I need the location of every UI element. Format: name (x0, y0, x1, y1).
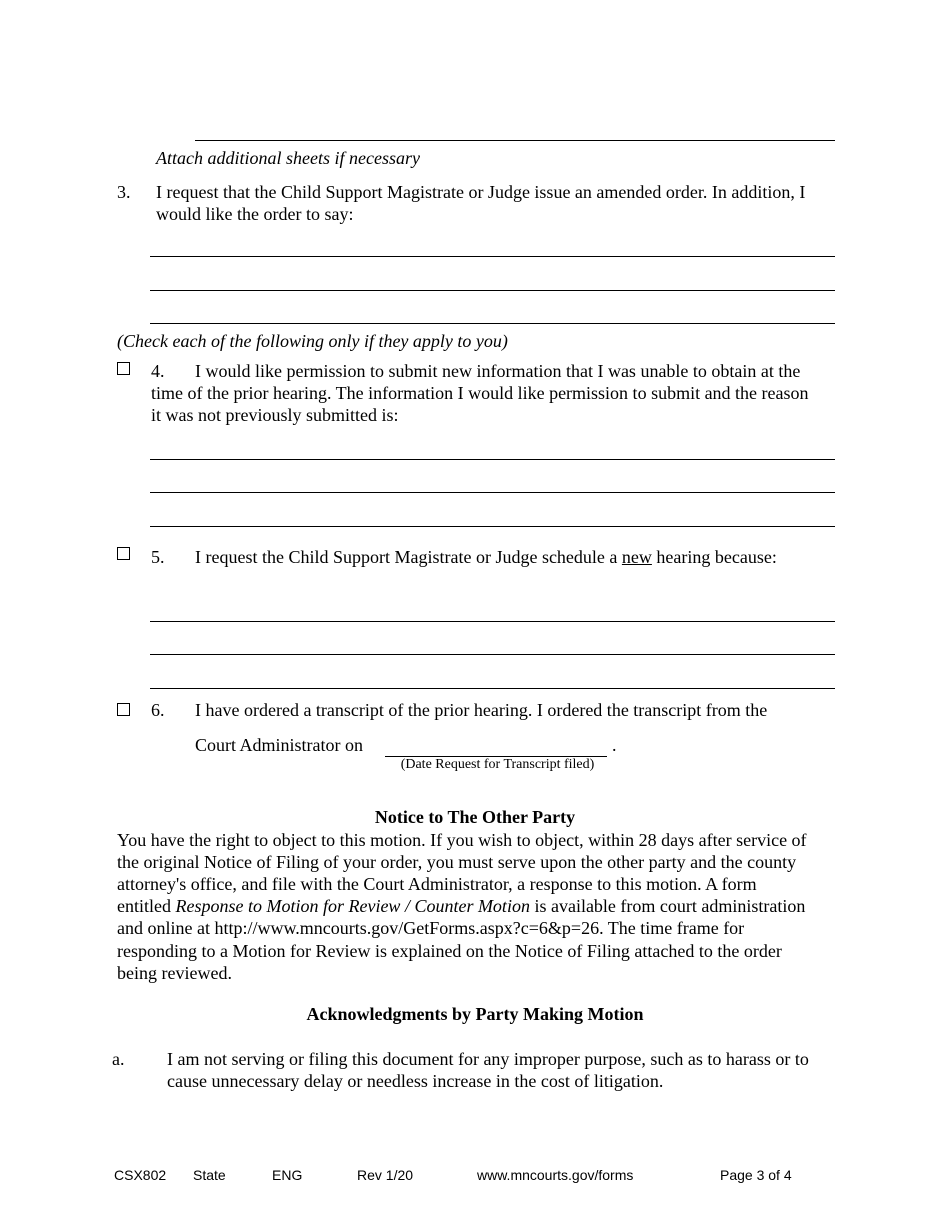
item-6-period: . (612, 735, 617, 755)
footer-website: www.mncourts.gov/forms (477, 1167, 634, 1183)
notice-heading: Notice to The Other Party (374, 807, 576, 827)
item-3-number: 3. (117, 182, 131, 202)
item-3-answer-line[interactable] (150, 323, 835, 324)
footer-language: ENG (272, 1167, 303, 1183)
item-5-text-after: hearing because: (651, 547, 777, 567)
notice-line-7: being reviewed. (117, 963, 232, 983)
item-5-checkbox[interactable] (117, 547, 130, 560)
date-caption: (Date Request for Transcript filed) (400, 757, 595, 772)
item-3-answer-line[interactable] (150, 290, 835, 291)
footer-jurisdiction: State (193, 1167, 226, 1183)
footer-revision: Rev 1/20 (357, 1167, 414, 1183)
item-4-answer-line[interactable] (150, 526, 835, 527)
notice-line-5: and online at http://www.mncourts.gov/GetForms.aspx?c=6&p=26. The time frame for (117, 918, 745, 938)
ack-a-line-2: cause unnecessary delay or needless increase in the cost of litigation. (167, 1071, 664, 1091)
ack-a-letter: a. (112, 1049, 125, 1069)
item-4-line-3: it was not previously submitted is: (151, 405, 399, 425)
item-5-answer-line[interactable] (150, 654, 835, 655)
notice-line-3: attorney's office, and file with the Court Administrator, a response to this motion. A form (117, 874, 757, 894)
notice-line-4 (117, 895, 805, 917)
item-4-line-1: I would like permission to submit new information that I was unable to obtain at the (195, 361, 801, 381)
ack-a-line-1: I am not serving or filing this document for any improper purpose, such as to harass or to (167, 1049, 809, 1069)
item-3-line-1: I request that the Child Support Magistrate or Judge issue an amended order. In addition, I (156, 182, 806, 202)
item-5-text (195, 546, 777, 568)
notice-line-4-pre: entitled (117, 896, 176, 916)
item-6-checkbox[interactable] (117, 703, 130, 716)
item-5-number: 5. (151, 547, 165, 567)
item-4-answer-line[interactable] (150, 459, 835, 460)
item-6-number: 6. (151, 700, 165, 720)
check-instruction: (Check each of the following only if they apply to you) (117, 331, 508, 351)
item-4-answer-line[interactable] (150, 492, 835, 493)
attach-note: Attach additional sheets if necessary (156, 148, 420, 168)
item-6-line-1: I have ordered a transcript of the prior hearing. I ordered the transcript from the (195, 700, 768, 720)
footer-page: Page 3 of 4 (720, 1167, 792, 1183)
answer-line-top[interactable] (195, 140, 835, 141)
item-6-line-2: Court Administrator on (195, 735, 363, 755)
item-4-line-2: time of the prior hearing. The information I would like permission to submit and the reason (151, 383, 809, 403)
item-3-line-2: would like the order to say: (156, 204, 354, 224)
item-5-answer-line[interactable] (150, 688, 835, 689)
notice-line-2: the original Notice of Filing of your order, you must serve upon the other party and the county (117, 852, 797, 872)
notice-line-4-post: is available from court administration (529, 896, 806, 916)
notice-line-1: You have the right to object to this motion. If you wish to object, within 28 days after service of (117, 830, 807, 850)
footer-form-id: CSX802 (114, 1167, 167, 1183)
response-form-title: Response to Motion for Review / Counter Motion (175, 896, 530, 916)
item-4-checkbox[interactable] (117, 362, 130, 375)
item-4-number: 4. (151, 361, 165, 381)
item-5-text-before: I request the Child Support Magistrate or Judge schedule a (195, 547, 622, 567)
item-5-underlined: new (621, 547, 652, 567)
item-3-answer-line[interactable] (150, 256, 835, 257)
acknowledgments-heading: Acknowledgments by Party Making Motion (306, 1004, 644, 1024)
notice-line-6: responding to a Motion for Review is explained on the Notice of Filing attached to the order (117, 941, 782, 961)
item-5-answer-line[interactable] (150, 621, 835, 622)
